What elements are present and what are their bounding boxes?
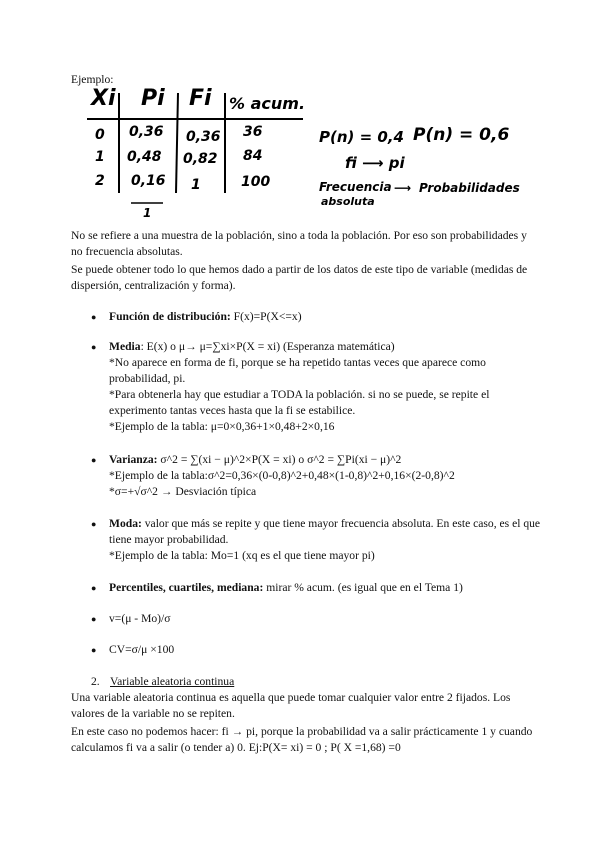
bullet-percentiles: ● Percentiles, cuartiles, mediana: mirar % acum. (es igual que en el Tema 1) — [71, 580, 541, 596]
bullet-list-varianza — [71, 452, 541, 500]
bullet-list-v — [71, 611, 541, 627]
bullet-list-moda — [71, 516, 541, 564]
paragraph-1: No se refiere a una muestra de la población, sino a toda la población. Por eso son probabilidades y no frecuencia absolutas. — [71, 229, 527, 258]
header-acum: % acum. — [229, 94, 306, 113]
cell-r1-fi: 0,36 — [186, 129, 221, 145]
cell-sum: 1 — [143, 206, 152, 220]
header-fi: Fi — [189, 86, 212, 111]
cell-r3-pi: 0,16 — [131, 173, 166, 189]
bullet-list — [71, 309, 541, 325]
header-pi: Pi — [141, 86, 165, 111]
bullet-media: ● Media: E(x) o μ→ μ=∑xi×P(X = xi) (Esperanza matemática) *No aparece en forma de fi, porque se ha repetido tantas veces que aparece como probabilidad, pi. *Para obtenerla hay que estudiar a TODA la población. si no se puede, se repite el experimento tantas veces hasta que la fi se estabilice. *Ejemplo de la tabla: μ=0×0,36+1×0,48+2×0,16 — [71, 339, 541, 435]
bullet-list-media — [71, 339, 541, 435]
cell-r2-xi: 1 — [95, 149, 105, 165]
header-xi: Xi — [91, 86, 116, 111]
note-freq-2: absoluta — [321, 195, 375, 208]
note-prob: Probabilidades — [419, 181, 520, 195]
bullet-list-percentiles — [71, 580, 541, 596]
section-2-number: 2. — [91, 675, 100, 688]
section-2-title: Variable aleatoria continua — [110, 675, 235, 688]
section-2-paragraph-2: En este caso no podemos hacer: fi → pi, porque la probabilidad va a salir prácticamente 1 y cuando calculamos fi va a salir (o tender a) 0. Ej:P(X= xi) = 0 ; P( X =1,68) =0 — [71, 725, 533, 754]
note-fi-pi: fi ⟶ pi — [345, 154, 405, 172]
handwritten-notes — [313, 91, 588, 221]
section-2-paragraph-1: Una variable aleatoria continua es aquella que puede tomar cualquier valor entre 2 fijados. Los valores de la variable no se repiten. — [71, 691, 511, 720]
cell-r1-pi: 0,36 — [129, 124, 164, 140]
note-p-eq-1: P(n) = 0,4 — [319, 128, 404, 146]
cell-r1-acum: 36 — [243, 124, 263, 140]
cell-r3-acum: 100 — [241, 174, 271, 190]
bullet-varianza: ● Varianza: σ^2 = ∑(xi − μ)^2×P(X = xi) o σ^2 = ∑Pi(xi − μ)^2 *Ejemplo de la tabla:σ^2=0,36×(0-0,8)^2+0,48×(1-0,8)^2+0,16×(2-0,8)^2 *σ=+√σ^2 → Desviación típica — [71, 452, 541, 500]
bullet-moda: ● Moda: valor que más se repite y que tiene mayor frecuencia absoluta. En este caso, es el que tiene mayor probabilidad. *Ejemplo de la tabla: Mo=1 (xq es el que tiene mayor pi) — [71, 516, 541, 564]
cell-r2-fi: 0,82 — [183, 151, 218, 167]
note-freq: Frecuencia — [319, 180, 392, 194]
handwritten-table — [83, 86, 306, 225]
example-label: Ejemplo: — [71, 73, 114, 86]
paragraph-2: Se puede obtener todo lo que hemos dado a partir de los datos de este tipo de variable (medidas de dispersión, centralización y forma). — [71, 263, 528, 292]
arrow-icon: ⟶ — [394, 181, 412, 195]
cell-r2-acum: 84 — [243, 148, 263, 164]
cell-r3-xi: 2 — [95, 173, 105, 189]
cell-r1-xi: 0 — [95, 127, 105, 143]
cell-r2-pi: 0,48 — [127, 149, 162, 165]
bullet-cv: ● CV=σ/μ ×100 — [71, 642, 541, 658]
cell-r3-fi: 1 — [191, 177, 201, 193]
note-p-eq-2: P(n) = 0,6 — [413, 125, 510, 145]
bullet-v: ● v=(μ - Mo)/σ — [71, 611, 541, 627]
bullet-distribution: ● Función de distribución: F(x)=P(X<=x) — [71, 309, 541, 325]
bullet-list-cv — [71, 642, 541, 658]
